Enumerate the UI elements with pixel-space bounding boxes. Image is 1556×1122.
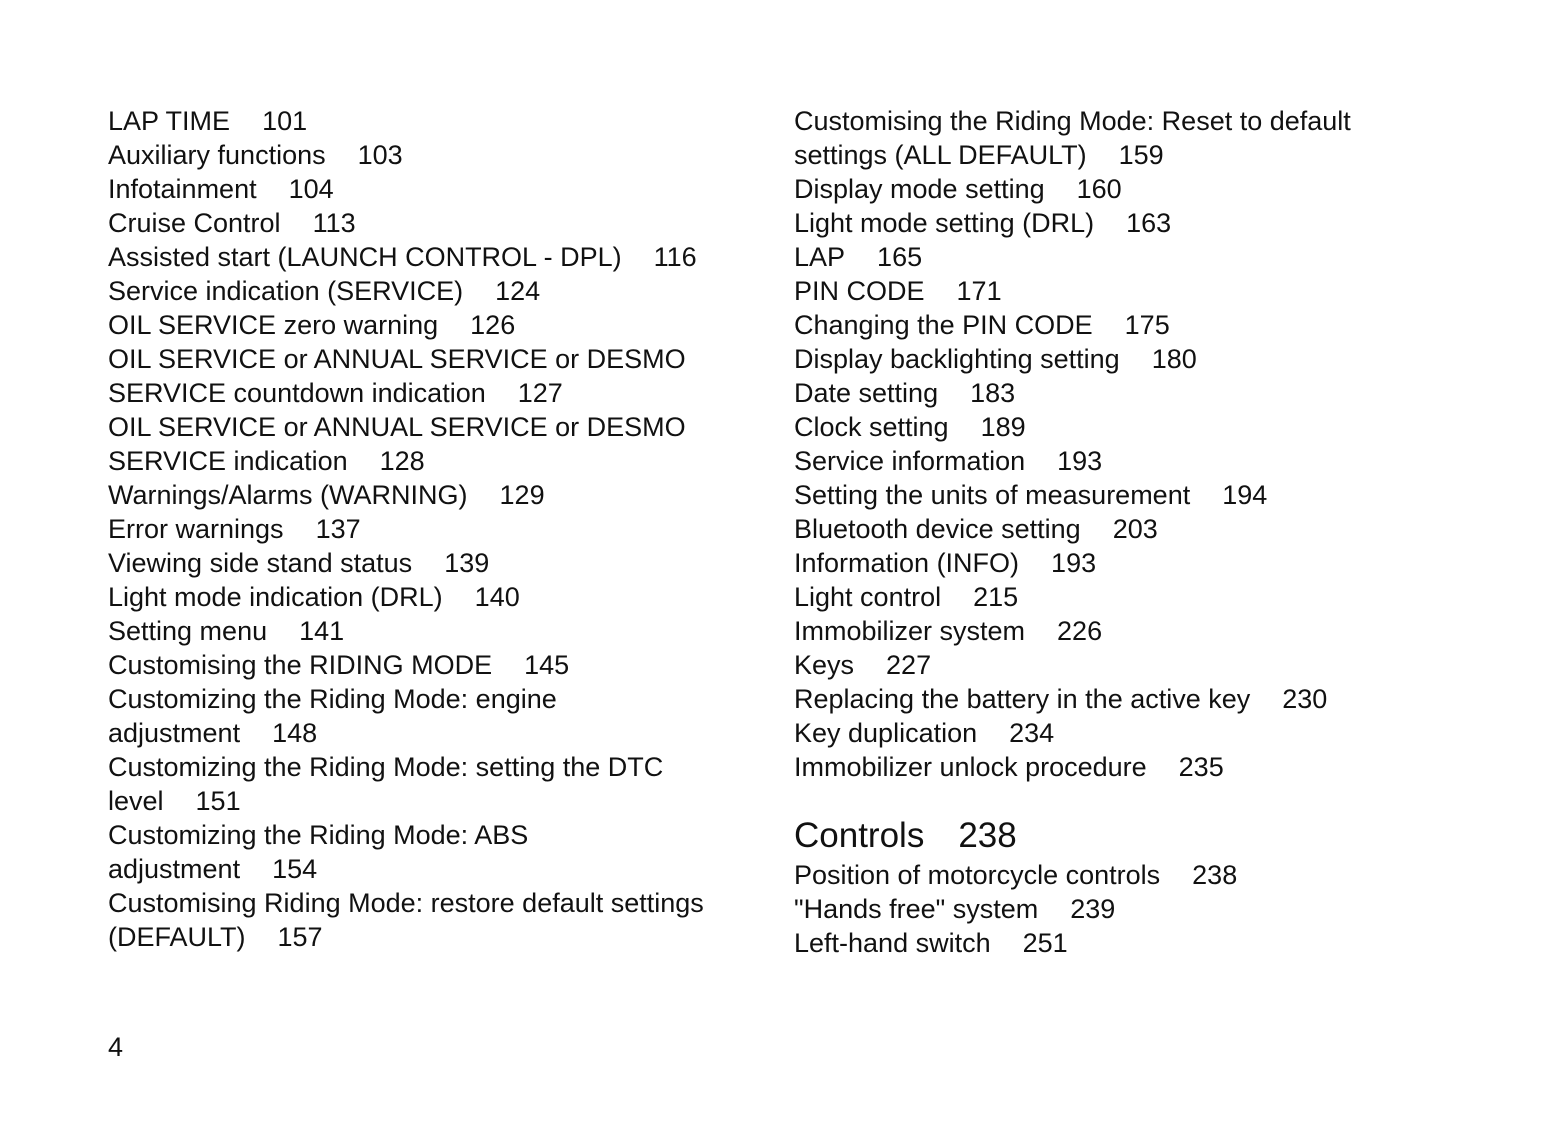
toc-entry-page: 151 — [195, 786, 241, 816]
toc-entry[interactable] — [794, 342, 1494, 376]
toc-entry-page: 126 — [470, 310, 516, 340]
toc-entry-title-continued: SERVICE countdown indication — [108, 378, 486, 408]
toc-entry-page: 139 — [444, 548, 490, 578]
toc-entry-title: Position of motorcycle controls — [794, 860, 1161, 890]
toc-entry-title: Customising the Riding Mode: Reset to default — [794, 106, 1351, 136]
toc-entry-title: Immobilizer system — [794, 616, 1026, 646]
toc-entry-page: 226 — [1057, 616, 1103, 646]
toc-entry-title: Customising Riding Mode: restore default settings — [108, 888, 704, 918]
toc-entry-title: Setting menu — [108, 616, 268, 646]
toc-entry[interactable] — [108, 818, 768, 886]
toc-entry-title: Keys — [794, 650, 855, 680]
toc-entry-title: Left-hand switch — [794, 928, 991, 958]
toc-entry-title: Clock setting — [794, 412, 949, 442]
toc-entry[interactable] — [794, 682, 1494, 716]
toc-entry-title: OIL SERVICE zero warning — [108, 310, 439, 340]
toc-entry-title: Customizing the Riding Mode: ABS — [108, 820, 529, 850]
toc-entry[interactable] — [108, 750, 768, 818]
toc-entry-title: Setting the units of measurement — [794, 480, 1191, 510]
toc-entry-title: Light control — [794, 582, 942, 612]
toc-entry-page: 159 — [1118, 140, 1164, 170]
toc-entry-title: Changing the PIN CODE — [794, 310, 1093, 340]
toc-entry[interactable] — [794, 858, 1494, 892]
toc-entry[interactable] — [794, 892, 1494, 926]
toc-entry-page: 171 — [956, 276, 1002, 306]
toc-entry-page: 203 — [1112, 514, 1158, 544]
toc-entry-page: 163 — [1126, 208, 1172, 238]
toc-entry[interactable] — [794, 410, 1494, 444]
toc-entry-title: Cruise Control — [108, 208, 281, 238]
toc-entry-page: 193 — [1051, 548, 1097, 578]
toc-entry-page: 129 — [499, 480, 545, 510]
toc-section-entries — [794, 858, 1494, 960]
toc-entry[interactable] — [794, 206, 1494, 240]
toc-entry-title-continued: (DEFAULT) — [108, 922, 246, 952]
toc-entry[interactable] — [108, 342, 768, 410]
toc-entry[interactable] — [108, 104, 768, 138]
toc-entry[interactable] — [108, 410, 768, 478]
toc-entry[interactable] — [108, 478, 768, 512]
toc-entry-page: 189 — [980, 412, 1026, 442]
toc-entry-title: LAP — [794, 242, 846, 272]
toc-entry-title: Customising the RIDING MODE — [108, 650, 493, 680]
toc-right-entries — [794, 104, 1494, 784]
toc-entry-title: Key duplication — [794, 718, 978, 748]
toc-right-column — [794, 104, 1494, 960]
toc-entry[interactable] — [794, 512, 1494, 546]
toc-entry[interactable] — [108, 206, 768, 240]
toc-entry-title-continued: adjustment — [108, 854, 241, 884]
toc-entry-page: 113 — [312, 208, 356, 238]
toc-entry[interactable] — [108, 274, 768, 308]
toc-entry[interactable] — [794, 478, 1494, 512]
toc-entry-page: 160 — [1076, 174, 1122, 204]
toc-entry-title: LAP TIME — [108, 106, 231, 136]
toc-entry-title: Immobilizer unlock procedure — [794, 752, 1147, 782]
section-page: 238 — [958, 816, 1017, 855]
toc-entry[interactable] — [108, 546, 768, 580]
toc-entry-title: Service information — [794, 446, 1026, 476]
toc-entry-title: OIL SERVICE or ANNUAL SERVICE or DESMO — [108, 344, 686, 374]
toc-entry[interactable] — [794, 614, 1494, 648]
toc-entry[interactable] — [794, 750, 1494, 784]
toc-entry-page: 145 — [524, 650, 570, 680]
toc-left-column — [108, 104, 768, 954]
toc-entry-page: 101 — [262, 106, 308, 136]
toc-entry-title: Assisted start (LAUNCH CONTROL - DPL) — [108, 242, 622, 272]
toc-entry-page: 193 — [1057, 446, 1103, 476]
toc-entry-title: Date setting — [794, 378, 939, 408]
toc-entry-page: 183 — [970, 378, 1016, 408]
toc-entry-title-continued: level — [108, 786, 164, 816]
toc-entry-page: 180 — [1151, 344, 1197, 374]
toc-entry-page: 194 — [1222, 480, 1268, 510]
toc-entry[interactable] — [794, 444, 1494, 478]
toc-entry-title: Display mode setting — [794, 174, 1045, 204]
toc-entry-page: 148 — [272, 718, 318, 748]
toc-entry[interactable] — [108, 308, 768, 342]
toc-entry-title-continued: settings (ALL DEFAULT) — [794, 140, 1087, 170]
toc-entry-page: 116 — [653, 242, 697, 272]
toc-entry-title: Light mode setting (DRL) — [794, 208, 1095, 238]
toc-entry[interactable] — [794, 308, 1494, 342]
toc-entry-title: Information (INFO) — [794, 548, 1020, 578]
toc-entry[interactable] — [794, 104, 1494, 172]
toc-entry-title: Viewing side stand status — [108, 548, 413, 578]
toc-entry[interactable] — [108, 648, 768, 682]
toc-entry[interactable] — [794, 274, 1494, 308]
toc-entry-title: PIN CODE — [794, 276, 925, 306]
toc-entry-title: Light mode indication (DRL) — [108, 582, 443, 612]
toc-entry-page: 230 — [1282, 684, 1328, 714]
toc-entry[interactable] — [108, 240, 768, 274]
toc-entry-title: Infotainment — [108, 174, 257, 204]
toc-entry-title-continued: SERVICE indication — [108, 446, 348, 476]
toc-entry[interactable] — [108, 580, 768, 614]
toc-entry[interactable] — [794, 926, 1494, 960]
toc-entry-title: Display backlighting setting — [794, 344, 1120, 374]
toc-entry-title: "Hands free" system — [794, 894, 1039, 924]
toc-entry-page: 137 — [315, 514, 361, 544]
toc-entry-title: OIL SERVICE or ANNUAL SERVICE or DESMO — [108, 412, 686, 442]
toc-entry-page: 239 — [1070, 894, 1116, 924]
toc-entry-title-continued: adjustment — [108, 718, 241, 748]
toc-entry[interactable] — [794, 580, 1494, 614]
toc-entry[interactable] — [108, 682, 768, 750]
toc-entry[interactable] — [108, 512, 768, 546]
toc-entry-page: 140 — [474, 582, 520, 612]
toc-entry-page: 141 — [299, 616, 345, 646]
toc-entry-page: 215 — [973, 582, 1019, 612]
section-heading-controls[interactable] — [794, 814, 1494, 858]
toc-entry-page: 235 — [1178, 752, 1224, 782]
toc-entry-page: 104 — [288, 174, 334, 204]
toc-entry[interactable] — [108, 614, 768, 648]
toc-entry[interactable] — [794, 546, 1494, 580]
toc-entry[interactable] — [794, 376, 1494, 410]
toc-entry-page: 127 — [517, 378, 563, 408]
toc-entry-page: 165 — [877, 242, 923, 272]
toc-entry[interactable] — [794, 172, 1494, 206]
toc-entry-title: Customizing the Riding Mode: engine — [108, 684, 557, 714]
toc-entry-title: Auxiliary functions — [108, 140, 326, 170]
toc-entry[interactable] — [108, 138, 768, 172]
toc-entry-page: 175 — [1124, 310, 1170, 340]
toc-entry-title: Bluetooth device setting — [794, 514, 1081, 544]
toc-entry-page: 227 — [886, 650, 932, 680]
toc-entry-title: Replacing the battery in the active key — [794, 684, 1251, 714]
toc-entry-title: Customizing the Riding Mode: setting the DTC — [108, 752, 664, 782]
toc-entry-page: 124 — [495, 276, 541, 306]
toc-entry[interactable] — [108, 886, 768, 954]
toc-entry-page: 234 — [1009, 718, 1055, 748]
toc-entry-page: 128 — [379, 446, 425, 476]
toc-entry-page: 238 — [1192, 860, 1238, 890]
toc-entry-title: Error warnings — [108, 514, 284, 544]
toc-entry-title: Service indication (SERVICE) — [108, 276, 464, 306]
section-title: Controls — [794, 816, 925, 855]
toc-entry-title: Warnings/Alarms (WARNING) — [108, 480, 468, 510]
toc-entry-page: 157 — [277, 922, 323, 952]
toc-entry-page: 251 — [1022, 928, 1068, 958]
toc-entry-page: 103 — [357, 140, 403, 170]
toc-entry[interactable] — [794, 716, 1494, 750]
page-number: 4 — [108, 1032, 124, 1062]
toc-entry[interactable] — [108, 172, 768, 206]
toc-entry[interactable] — [794, 648, 1494, 682]
toc-entry-page: 154 — [272, 854, 318, 884]
toc-entry[interactable] — [794, 240, 1494, 274]
